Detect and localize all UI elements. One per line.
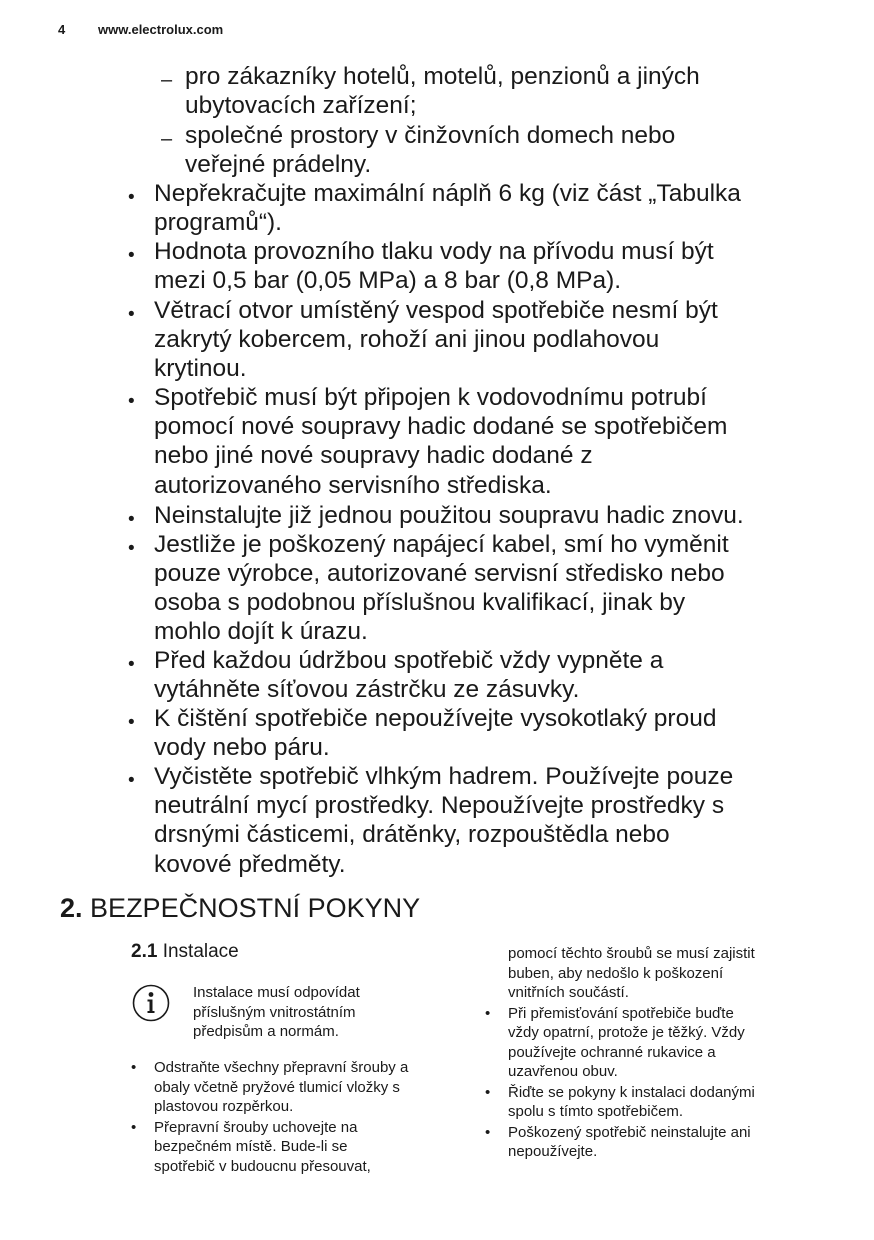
list-item-line: Spotřebič musí být připojen k vodovodnímu potrubí <box>154 384 707 411</box>
subsection-number: 2.1 <box>131 941 158 962</box>
list-item-line: Při přemisťování spotřebiče buďte <box>508 1005 734 1022</box>
list-item-line: Před každou údržbou spotřebič vždy vypněte a <box>154 647 664 674</box>
section-heading <box>60 893 420 924</box>
dash-marker: – <box>161 69 173 91</box>
list-item-line: Řiďte se pokyny k instalaci dodanými <box>508 1084 755 1101</box>
list-item-line: uzavřenou obuv. <box>508 1063 618 1080</box>
list-item-line: Hodnota provozního tlaku vody na přívodu musí být <box>154 238 714 265</box>
list-item-line: Poškozený spotřebič neinstalujte ani <box>508 1124 751 1141</box>
list-item-line: drsnými částicemi, drátěnky, rozpouštědla nebo <box>154 821 670 848</box>
note-line: předpisům a normám. <box>193 1023 339 1040</box>
list-item-line: bezpečném místě. Bude-li se <box>154 1138 348 1155</box>
list-item-line: obaly včetně pryžové tlumicí vložky s <box>154 1079 400 1096</box>
section-number: 2. <box>60 893 83 923</box>
list-item-line: ubytovacích zařízení; <box>185 92 417 119</box>
continuation-line: buben, aby nedošlo k poškození <box>508 965 724 982</box>
list-item-line: nebo jiné nové soupravy hadic dodané z <box>154 442 593 469</box>
list-item-line: Jestliže je poškozený napájecí kabel, smí ho vyměnit <box>154 531 729 558</box>
list-item-line: neutrální mycí prostředky. Nepoužívejte prostředky s <box>154 792 725 819</box>
continuation-line: pomocí těchto šroubů se musí zajistit <box>508 945 755 962</box>
note-line: příslušným vnitrostátním <box>193 1004 356 1021</box>
dash-marker: – <box>161 128 173 150</box>
bullet-marker: • <box>128 391 135 412</box>
list-item-line: programů“). <box>154 209 282 236</box>
list-item-line: mezi 0,5 bar (0,05 MPa) a 8 bar (0,8 MPa). <box>154 267 622 294</box>
list-item-line: mohlo dojít k úrazu. <box>154 618 368 645</box>
bullet-marker: • <box>128 245 135 266</box>
bullet-marker: • <box>128 304 135 325</box>
list-item-line: autorizovaného servisního střediska. <box>154 472 552 499</box>
list-item-line: vytáhněte síťovou zástrčku ze zásuvky. <box>154 676 580 703</box>
bullet-marker: • <box>485 1124 491 1141</box>
bullet-marker: • <box>485 1084 491 1101</box>
list-item-line: Nepřekračujte maximální náplň 6 kg (viz část „Tabulka <box>154 180 741 207</box>
bullet-marker: • <box>128 712 135 733</box>
list-item-line: pro zákazníky hotelů, motelů, penzionů a jiných <box>185 63 700 90</box>
subsection-heading <box>131 941 239 963</box>
bullet-marker: • <box>128 187 135 208</box>
list-item-line: Větrací otvor umístěný vespod spotřebiče nesmí být <box>154 297 718 324</box>
site-url: www.electrolux.com <box>98 22 224 37</box>
list-item-line: Odstraňte všechny přepravní šrouby a <box>154 1059 409 1076</box>
bullet-marker: • <box>128 770 135 791</box>
page-number: 4 <box>58 22 66 37</box>
list-item-line: spotřebič v budoucnu přesouvat, <box>154 1158 371 1175</box>
list-item-line: vždy opatrní, protože je těžký. Vždy <box>508 1024 745 1041</box>
list-item-line: Vyčistěte spotřebič vlhkým hadrem. Používejte pouze <box>154 763 734 790</box>
list-item-line: pouze výrobce, autorizované servisní středisko nebo <box>154 560 725 587</box>
list-item-line: K čištění spotřebiče nepoužívejte vysokotlaký proud <box>154 705 717 732</box>
bullet-marker: • <box>128 509 135 530</box>
list-item-line: Přepravní šrouby uchovejte na <box>154 1119 358 1136</box>
list-item-line: Neinstalujte již jednou použitou soupravu hadic znovu. <box>154 502 744 529</box>
bullet-marker: • <box>128 654 135 675</box>
list-item-line: plastovou rozpěrkou. <box>154 1098 294 1115</box>
list-item-line: vody nebo páru. <box>154 734 330 761</box>
list-item-line: používejte ochranné rukavice a <box>508 1044 716 1061</box>
list-item-line: spolu s tímto spotřebičem. <box>508 1103 684 1120</box>
list-item-line: krytinou. <box>154 355 247 382</box>
page-header <box>58 22 223 37</box>
list-item-line: zakrytý kobercem, rohoží ani jinou podlahovou <box>154 326 660 353</box>
bullet-marker: • <box>131 1059 137 1076</box>
list-item-line: veřejné prádelny. <box>185 151 372 178</box>
list-item-line: pomocí nové soupravy hadic dodané se spotřebičem <box>154 413 728 440</box>
bullet-marker: • <box>128 538 135 559</box>
subsection-title: Instalace <box>162 941 239 962</box>
bullet-marker: • <box>131 1119 137 1136</box>
section-title: BEZPEČNOSTNÍ POKYNY <box>90 893 421 923</box>
note-line: Instalace musí odpovídat <box>193 984 360 1001</box>
list-item-line: společné prostory v činžovních domech nebo <box>185 122 676 149</box>
continuation-line: vnitřních součástí. <box>508 984 629 1001</box>
bullet-marker: • <box>485 1005 491 1022</box>
info-icon <box>131 983 171 1023</box>
list-item-line: nepoužívejte. <box>508 1143 598 1160</box>
list-item-line: kovové předměty. <box>154 851 346 878</box>
list-item-line: osoba s podobnou příslušnou kvalifikací, jinak by <box>154 589 686 616</box>
